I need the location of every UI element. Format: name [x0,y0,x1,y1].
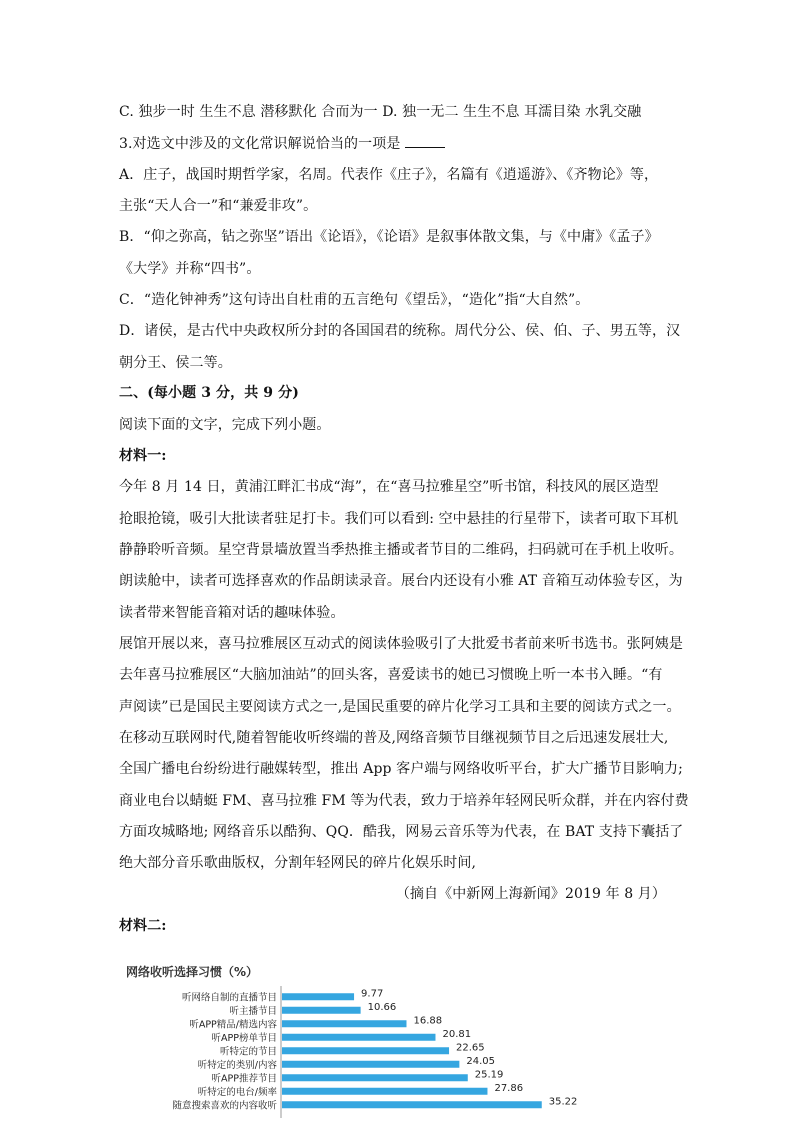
category-label: 听APP推荐节目 [211,1073,277,1085]
q3-stem-text: 3.对选文中涉及的文化常识解说恰当的一项是 [119,136,401,152]
paragraph1-line2: 抢眼抢镜，吸引大批读者驻足打卡。我们可以看到: 空中悬挂的行星带下，读者可取下耳机 [119,511,679,527]
category-label: 随意搜索喜欢的内容收听 [172,1100,277,1112]
section-heading: 二、(每小题 3 分，共 9 分) [119,385,299,401]
instruction: 阅读下面的文字，完成下列小题。 [119,417,331,433]
paragraph1-line3: 静静聆听音频。星空背景墙放置当季热推主播或者节目的二维码，扫码就可在手机上收听。 [119,542,683,558]
value-label: 22.65 [456,1042,485,1054]
q3-option-a-line1: A．庄子，战国时期哲学家，名周。代表作《庄子》，名篇有《逍遥游》、《齐物论》等， [119,167,659,183]
source-citation: （摘自《中新网上海新闻》2019 年 8 月） [395,886,666,902]
material1-title: 材料一: [119,448,167,464]
q3-option-d-line1: D．诸侯，是古代中央政权所分封的各国国君的统称。周代分公、侯、伯、子、男五等，汉 [119,323,681,339]
value-label: 35.22 [548,1096,578,1108]
paragraph1-line1: 今年 8 月 14 日，黄浦江畔汇书成“海”，在“喜马拉雅星空”听书馆，科技风的展区造型 [119,479,659,495]
bar [282,1088,487,1095]
paragraph2-line6: 商业电台以蜻蜓 FM、喜马拉雅 FM 等为代表，致力于培养年轻网民听众群，并在内容付费 [119,793,689,809]
q2-option-c: C. 独步一时 生生不息 潜移默化 合而为一 D. 独一无二 生生不息 耳濡目染 水乳交融 [119,104,642,120]
bar [282,1007,361,1014]
paragraph2-line7: 方面攻城略地; 网络音乐以酷狗、QQ．酷我，网易云音乐等为代表，在 BAT 支持下囊括了 [119,824,684,840]
paragraph2-line2: 去年喜马拉雅展区“大脑加油站”的回头客，喜爱读书的她已习惯晚上听一本书入睡。“有 [119,667,663,683]
value-label: 16.88 [413,1015,443,1027]
q3-option-b-line2: 《大学》并称“四书”。 [119,261,261,277]
answer-blank[interactable] [405,135,445,148]
category-label: 听特定的类别/内容 [197,1059,277,1071]
value-label: 27.86 [494,1082,524,1094]
value-label: 20.81 [442,1028,472,1040]
paragraph2-line4: 在移动互联网时代,随着智能收听终端的普及,网络音频节目继视频节目之后迅速发展壮大, [119,730,669,746]
category-label: 听主播节目 [229,1005,277,1017]
value-label: 9.77 [361,988,384,1000]
bar [282,1047,449,1054]
paragraph2-line1: 展馆开展以来，喜马拉雅展区互动式的阅读体验吸引了大批爱书者前来听书选书。张阿姨是 [119,636,683,652]
category-label: 听APP榜单节目 [211,1032,277,1044]
category-label: 听APP精品/精选内容 [189,1019,277,1031]
value-label: 10.66 [367,1001,397,1013]
q3-option-c-line1: C．“造化钟神秀”这句诗出自杜甫的五言绝句《望岳》，“造化”指“大自然”。 [119,292,590,308]
category-label: 听网络自制的直播节目 [181,992,277,1004]
category-label: 听特定的电台/频率 [197,1086,277,1098]
paragraph2-line5: 全国广播电台纷纷进行融媒转型，推出 App 客户端与网络收听平台，扩大广播节目影响力; [119,761,683,777]
paragraph1-line5: 读者带来智能音箱对话的趣味体验。 [119,605,345,621]
paragraph2-line8: 绝大部分音乐歌曲版权，分割年轻网民的碎片化娱乐时间, [119,855,477,871]
paragraph1-line4: 朗读舱中，读者可选择喜欢的作品朗读录音。展台内还设有小雅 AT 音箱互动体验专区，为 [119,573,683,589]
q3-stem [119,135,445,152]
value-label: 24.05 [466,1055,496,1067]
bar [282,1061,459,1068]
bar [282,1101,542,1108]
material2-title: 材料二: [119,918,167,934]
q3-option-a-line2: 主张“天人合一”和“兼爱非攻”。 [119,198,318,214]
category-label: 听特定的节目 [219,1046,277,1058]
q3-option-d-line2: 朝分王、侯二等。 [119,355,232,371]
bar-chart [120,958,640,1118]
chart-title: 网络收听选择习惯（%） [126,965,259,979]
paragraph2-line3: 声阅读”已是国民主要阅读方式之一,是国民重要的碎片化学习工具和主要的阅读方式之一。 [119,699,681,715]
value-label: 25.19 [474,1069,504,1081]
bar [282,1074,468,1081]
q3-option-b-line1: B．“仰之弥高，钻之弥坚”语出《论语》，《论语》是叙事体散文集，与《中庸》《孟子》 [119,229,659,245]
bar [282,993,354,1000]
bar [282,1034,435,1041]
bar [282,1020,406,1027]
